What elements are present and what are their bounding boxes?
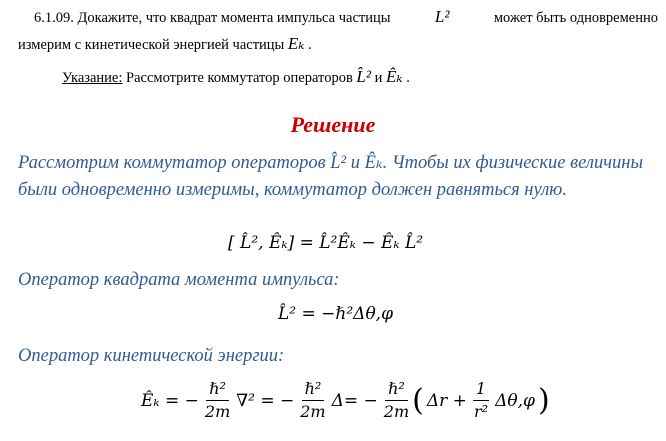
eq3-fraction-4 (473, 378, 489, 423)
hint-label: Указание: (62, 70, 123, 86)
eq3-middle-1: ∇² = − (236, 390, 295, 411)
symbol-e-k: Eₖ (287, 34, 305, 53)
problem-line-2-end: . (308, 37, 312, 53)
problem-line-2-start: измерим с кинетической энергией частицы (18, 37, 285, 53)
eq3-fraction-2-denominator: 2m (300, 402, 326, 421)
eq3-lhs: Êₖ = − (141, 390, 199, 411)
hint-operator-l: L̂² (356, 67, 371, 86)
commutator-equation: [ L̂², Êₖ] = L̂²Êₖ − Êₖ L̂² (228, 233, 424, 253)
kinetic-energy-operator-equation (138, 378, 550, 423)
eq3-fraction-3-numerator: ℏ² (385, 378, 408, 401)
problem-line-1 (18, 4, 658, 31)
eq3-inner-2: Δθ,φ (495, 390, 535, 411)
eq3-fraction-2 (300, 378, 325, 423)
problem-line-1-end: может быть одновременно (493, 10, 658, 26)
problem-line-1-start: 6.1.09. Докажите, что квадрат момента импульса частицы (34, 10, 391, 26)
problem-line-2 (18, 31, 658, 58)
solution-paragraph-2: Оператор квадрата момента импульса: (18, 270, 340, 290)
solution-paragraph-3: Оператор кинетической энергии: (18, 346, 285, 366)
eq3-fraction-2-numerator: ℏ² (302, 378, 325, 401)
problem-statement (18, 4, 658, 91)
hint-end: . (406, 70, 410, 86)
eq3-fraction-1-denominator: 2m (204, 402, 231, 421)
eq3-fraction-3 (384, 378, 409, 423)
eq3-fraction-1-numerator: ℏ² (206, 378, 229, 401)
hint-operator-e: Êₖ (386, 67, 403, 86)
hint-and: и (374, 70, 383, 86)
angular-momentum-operator-equation: L̂² = −ℏ²Δθ,φ (278, 304, 393, 324)
eq3-open-paren: ( (412, 382, 424, 418)
eq3-fraction-3-denominator: 2m (383, 402, 410, 421)
hint-text: Рассмотрите коммутатор операторов (126, 70, 353, 86)
eq3-fraction-4-numerator: 1 (473, 378, 489, 401)
eq3-inner-1: Δr + (426, 390, 467, 411)
eq3-fraction-1 (205, 378, 230, 423)
symbol-l-squared: L² (434, 7, 450, 26)
eq3-close-paren: ) (537, 382, 550, 418)
solution-title: Решение (290, 112, 376, 137)
hint-line (18, 64, 658, 91)
solution-paragraph-1: Рассмотрим коммутатор операторов L̂² и Êₖ. Чтобы их физические величины были одновременно измеримы, коммутатор должен равняться нулю. (18, 153, 643, 200)
eq3-fraction-4-denominator: r² (473, 402, 489, 421)
eq3-middle-2: Δ= − (331, 390, 378, 411)
